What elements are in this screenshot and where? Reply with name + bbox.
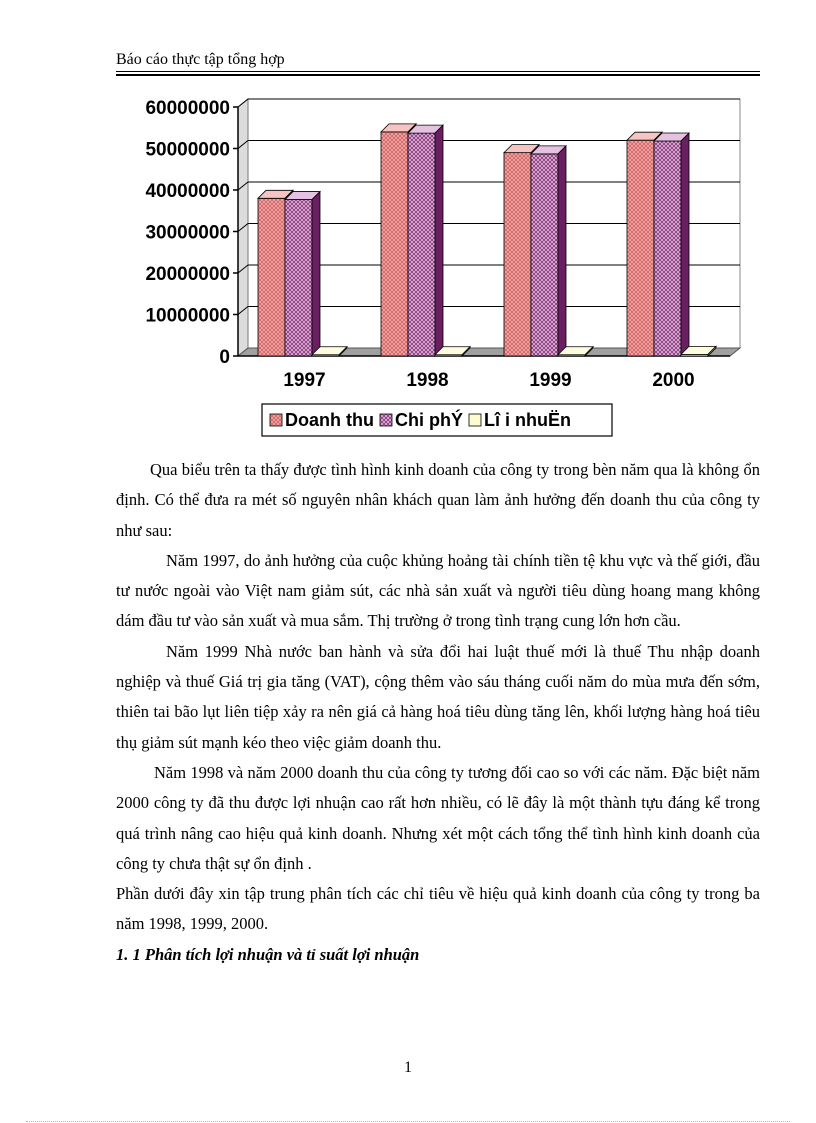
- x-tick-label-1998: 1998: [406, 370, 449, 391]
- bar-side: [435, 125, 443, 356]
- bar-side: [312, 192, 320, 356]
- header-rule-thick: [116, 74, 760, 76]
- body-text: [116, 455, 760, 970]
- legend-label-1: Chi phÝ: [394, 410, 463, 430]
- legend-label-0: Doanh thu: [285, 410, 374, 430]
- legend-swatch-1: [380, 414, 392, 426]
- y-tick-label: 30000000: [145, 222, 230, 244]
- bar-front: [627, 140, 654, 356]
- bar-chi-phi-2000: [654, 133, 689, 356]
- bar-chi-phi-1997: [285, 192, 320, 356]
- bar-front: [285, 200, 312, 356]
- y-tick-label: 40000000: [145, 181, 230, 202]
- y-tick-label: 20000000: [145, 264, 230, 285]
- paragraph-5: Phần dưới đây xin tập trung phân tích các chỉ tiêu về hiệu quả kinh doanh của công ty trong ba năm 1998, 1999, 2000.: [116, 884, 760, 934]
- bar-front: [654, 141, 681, 356]
- paragraph-3: Năm 1999 Nhà nước ban hành và sửa đổi hai luật thuế mới là thuế Thu nhập doanh nghiệp và thuế Giá trị gia tăng (VAT), cộng thêm vào sáu tháng cuối năm do mùa mưa đến sớm, thiên tai bão lụt liên tiệp xảy ra nên giá cả hàng hoá tiêu dùng tăng lên, khối lượng hàng hoá tiêu thụ giảm sút mạnh kéo theo việc giảm doanh thu.: [116, 641, 760, 752]
- bar-side: [558, 146, 566, 356]
- bar-front: [408, 133, 435, 356]
- bar-chi-phi-1999: [531, 146, 566, 356]
- legend-swatch-2: [469, 414, 481, 426]
- paragraph-2: Năm 1997, do ảnh hưởng của cuộc khủng hoảng tài chính tiền tệ khu vực và thế giới, đầu tư nước ngoài vào Việt nam giảm sút, các nhà sản xuất và người tiêu dùng hoang mang không dám đầu tư vào sản xuất và mua sắm. Thị trường ở trong tình trạng cung lớn hơn cầu.: [116, 550, 760, 631]
- legend-swatch-0: [270, 414, 282, 426]
- page-header: Báo cáo thực tập tổng hợp: [116, 51, 285, 68]
- y-tick-label: 10000000: [145, 305, 230, 327]
- header-rule-thin: [116, 71, 760, 72]
- page-number: 1: [404, 1059, 412, 1076]
- x-tick-label-2000: 2000: [652, 370, 695, 391]
- bar-front: [531, 154, 558, 356]
- bar-side: [681, 133, 689, 356]
- bar-front: [258, 198, 285, 356]
- y-tick-label: 60000000: [145, 98, 230, 119]
- section-heading: 1. 1 Phân tích lợi nhuận và tỉ suất lợi nhuận: [116, 944, 420, 964]
- paragraph-4: Năm 1998 và năm 2000 doanh thu của công ty tương đối cao so với các năm. Đặc biệt năm 2000 công ty đã thu được lợi nhuận cao rất hơn nhiều, có lẽ đây là một thành tựu đáng kể trong quá trình nâng cao hiệu quả kinh doanh. Nhưng xét một cách tổng thể tình hình kinh doanh của công ty chưa thật sự ổn định .: [116, 762, 760, 873]
- bar-front: [504, 153, 531, 356]
- x-tick-label-1997: 1997: [283, 370, 326, 391]
- y-tick-label: 50000000: [145, 139, 230, 161]
- bar-chi-phi-1998: [408, 125, 443, 356]
- y-tick-label: 0: [219, 347, 230, 368]
- paragraph-1: Qua biểu trên ta thấy được tình hình kinh doanh của công ty trong bèn năm qua là không ổn định. Có thể đưa ra mét số nguyên nhân khách quan làm ảnh hưởng đến doanh thu của công ty như sau:: [116, 460, 760, 540]
- page-bottom-rule: [26, 1121, 790, 1122]
- bar-chart: [100, 92, 760, 442]
- x-tick-label-1999: 1999: [529, 370, 572, 391]
- bar-front: [381, 132, 408, 356]
- legend-label-2: Lî i nhuËn: [483, 410, 571, 430]
